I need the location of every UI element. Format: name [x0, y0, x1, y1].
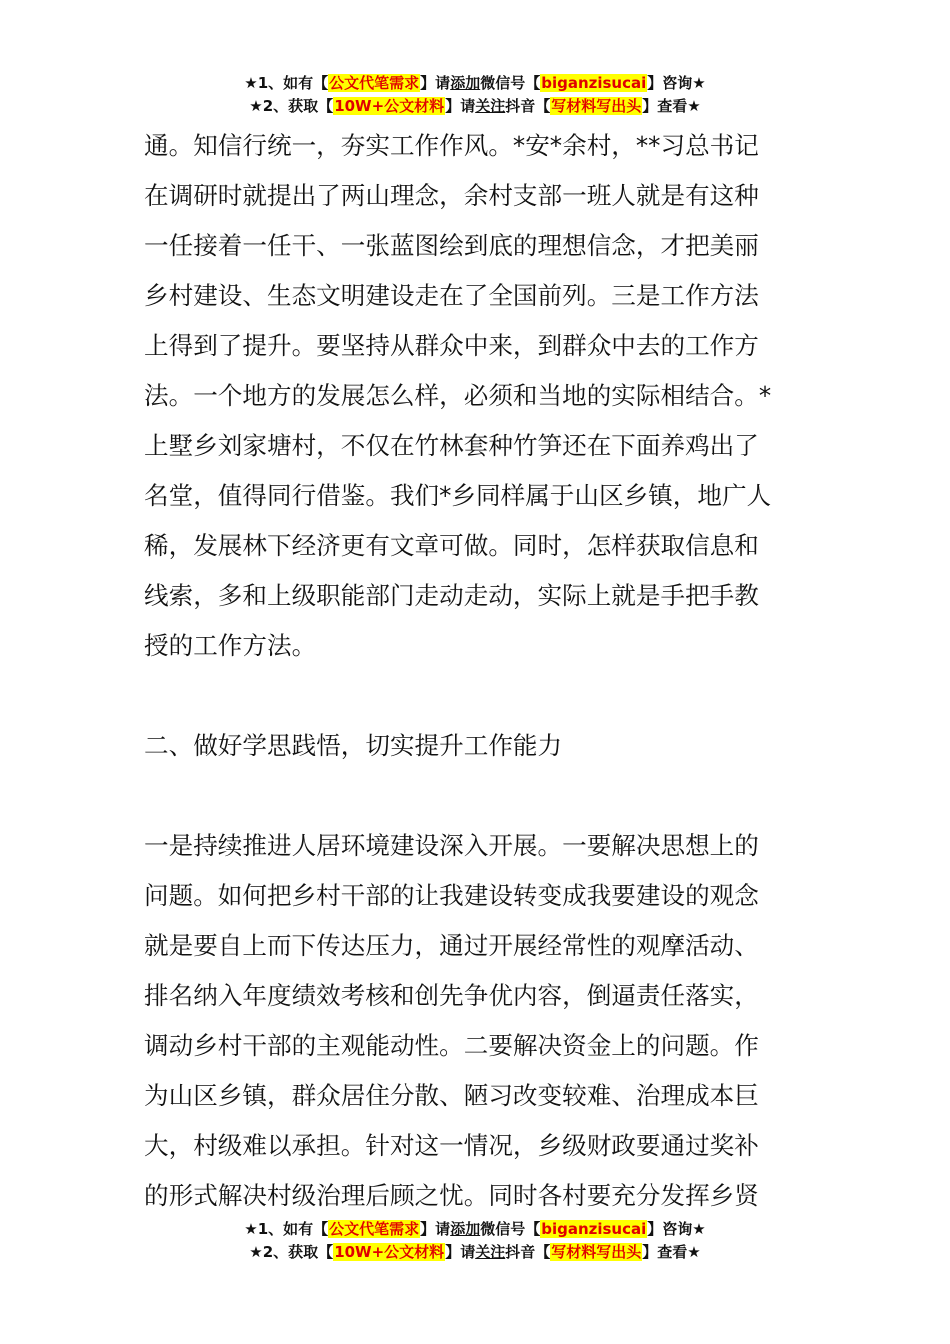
- text-line: 线索，多和上级职能部门走动走动，实际上就是手把手教: [144, 581, 759, 610]
- banner-line-1: [0, 1218, 950, 1241]
- banner-douyin-id: 写材料写出头: [551, 97, 642, 115]
- text-line: 在调研时就提出了两山理念，余村支部一班人就是有这种: [144, 181, 759, 210]
- paragraph-1: [144, 121, 814, 671]
- text-line: 排名纳入年度绩效考核和创先争优内容，倒逼责任落实，: [144, 981, 759, 1010]
- text-line: 为山区乡镇，群众居住分散、陋习改变较难、治理成本巨: [144, 1081, 759, 1110]
- banner-underline: 添加: [450, 1220, 481, 1238]
- text-line: 上得到了提升。要坚持从群众中来，到群众中去的工作方: [144, 331, 759, 360]
- text-line: 授的工作方法。: [144, 631, 317, 660]
- banner-line-1: [0, 72, 950, 95]
- banner-highlight: 公文代笔需求: [329, 1220, 420, 1238]
- banner-text: 微信号【: [480, 74, 541, 92]
- banner-text: 】请: [420, 74, 451, 92]
- banner-line-2: [0, 1241, 950, 1264]
- text-line: 通。知信行统一，夯实工作作风。*安*余村，**习总书记: [144, 131, 759, 160]
- text-line: 法。一个地方的发展怎么样，必须和当地的实际相结合。*: [144, 381, 772, 410]
- section-heading: 二、做好学思践悟，切实提升工作能力: [144, 731, 563, 760]
- banner-text: 微信号【: [480, 1220, 541, 1238]
- banner-text: 】查看★: [642, 1243, 701, 1261]
- document-body: [144, 121, 814, 1221]
- banner-highlight: 公文代笔需求: [329, 74, 420, 92]
- text-line: 上墅乡刘家塘村，不仅在竹林套种竹笋还在下面养鸡出了: [144, 431, 759, 460]
- banner-text: 抖音【: [505, 1243, 551, 1261]
- banner-text: 】请: [445, 97, 476, 115]
- paragraph-gap: [144, 771, 814, 821]
- banner-text: ★2、获取【: [249, 1243, 334, 1261]
- banner-underline: 关注: [475, 97, 506, 115]
- text-line: 一任接着一任干、一张蓝图绘到底的理想信念，才把美丽: [144, 231, 759, 260]
- text-line: 调动乡村干部的主观能动性。二要解决资金上的问题。作: [144, 1031, 759, 1060]
- header-banner: [0, 72, 950, 118]
- banner-line-2: [0, 95, 950, 118]
- banner-text: 】请: [445, 1243, 476, 1261]
- footer-banner: [0, 1218, 950, 1264]
- banner-underline: 添加: [450, 74, 481, 92]
- banner-douyin-id: 写材料写出头: [551, 1243, 642, 1261]
- paragraph-2: [144, 821, 814, 1221]
- text-line: 一是持续推进人居环境建设深入开展。一要解决思想上的: [144, 831, 759, 860]
- banner-wechat-id: biganzisucai: [541, 74, 647, 92]
- banner-text: 】请: [420, 1220, 451, 1238]
- text-line: 稀，发展林下经济更有文章可做。同时，怎样获取信息和: [144, 531, 759, 560]
- text-line: 大，村级难以承担。针对这一情况，乡级财政要通过奖补: [144, 1131, 759, 1160]
- banner-text: 】查看★: [642, 97, 701, 115]
- text-line: 就是要自上而下传达压力，通过开展经常性的观摩活动、: [144, 931, 759, 960]
- banner-wechat-id: biganzisucai: [541, 1220, 647, 1238]
- text-line: 问题。如何把乡村干部的让我建设转变成我要建设的观念: [144, 881, 759, 910]
- banner-text: ★1、如有【: [244, 74, 329, 92]
- banner-text: ★1、如有【: [244, 1220, 329, 1238]
- banner-text: 】咨询★: [647, 1220, 706, 1238]
- text-line: 名堂，值得同行借鉴。我们*乡同样属于山区乡镇，地广人: [144, 481, 772, 510]
- banner-text: 】咨询★: [647, 74, 706, 92]
- banner-highlight: 10W+公文材料: [334, 97, 445, 115]
- banner-text: ★2、获取【: [249, 97, 334, 115]
- banner-highlight: 10W+公文材料: [334, 1243, 445, 1261]
- text-line: 的形式解决村级治理后顾之忧。同时各村要充分发挥乡贤: [144, 1181, 759, 1210]
- text-line: 乡村建设、生态文明建设走在了全国前列。三是工作方法: [144, 281, 759, 310]
- banner-underline: 关注: [475, 1243, 506, 1261]
- paragraph-gap: [144, 671, 814, 721]
- banner-text: 抖音【: [505, 97, 551, 115]
